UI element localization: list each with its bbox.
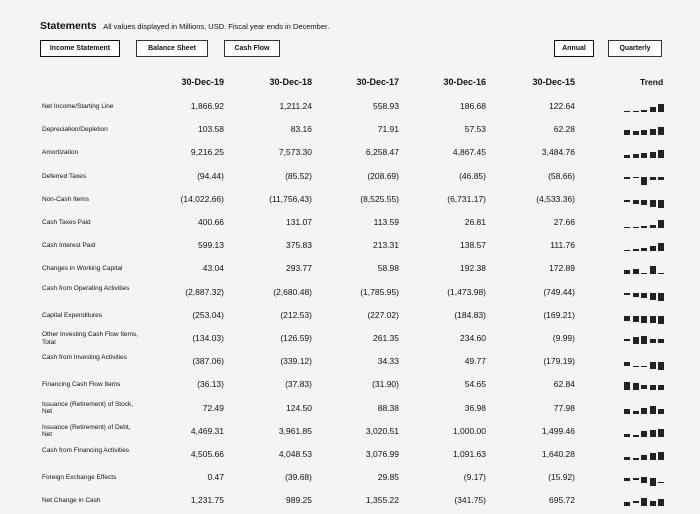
trend-bar [624, 362, 630, 366]
trend-bar [650, 266, 656, 274]
tab-balance-sheet[interactable] [136, 40, 208, 57]
table-row [0, 422, 700, 444]
trend-bar [624, 478, 630, 481]
page-title [40, 20, 329, 32]
trend-bar [624, 250, 630, 252]
cell-value: 36.98 [464, 402, 486, 413]
trend-bar [658, 273, 664, 275]
trend-bar [641, 477, 647, 483]
trend-bar [633, 269, 639, 274]
quarterly-button[interactable] [608, 40, 662, 57]
row-label: Cash Interest Paid [42, 242, 96, 250]
row-label: Cash Taxes Paid [42, 219, 91, 226]
table-row [0, 375, 700, 397]
cell-value: 7,573.30 [278, 147, 312, 158]
column-header-2015: 30-Dec-15 [532, 77, 575, 87]
cell-value: 400.66 [198, 217, 224, 227]
cell-value: (179.19) [543, 356, 575, 367]
cell-value: (9.17) [463, 472, 486, 483]
column-header-2016: 30-Dec-16 [443, 77, 486, 87]
row-label: Net Change in Cash [42, 497, 101, 505]
cell-value: 599.13 [198, 240, 224, 251]
trend-bar [633, 366, 639, 368]
cell-value: 172.89 [549, 263, 575, 274]
trend-bar [641, 293, 647, 298]
cell-value: 4,048.53 [278, 449, 312, 459]
trend-bar [650, 453, 656, 460]
cell-value: 4,469.31 [190, 425, 224, 436]
row-label: Other Investing Cash Flow Items, Total [42, 331, 139, 346]
cell-value: (1,785.95) [360, 286, 399, 297]
cell-value: 1,640.28 [541, 449, 575, 459]
trend-bar [633, 316, 639, 322]
trend-bar [624, 130, 630, 135]
trend-bar [624, 270, 630, 275]
cell-value: 1,211.24 [279, 101, 312, 111]
cell-value: 3,076.99 [365, 449, 399, 459]
trend-bar [658, 220, 664, 228]
cell-value: 54.65 [464, 379, 486, 390]
trend-bar [658, 362, 664, 370]
trend-bar [641, 366, 647, 368]
trend-bar [633, 383, 639, 390]
trend-sparkline [624, 334, 668, 344]
annual-label: Annual [562, 45, 586, 52]
trend-bar [658, 150, 664, 158]
tab-label: Balance Sheet [148, 45, 196, 52]
cell-value: (169.21) [543, 309, 575, 320]
trend-bar [624, 434, 630, 437]
trend-bar [633, 249, 639, 251]
cell-value: 1,355.22 [365, 495, 399, 506]
row-label: Net Income/Starting Line [42, 103, 114, 110]
trend-sparkline [624, 450, 668, 460]
trend-bar [658, 385, 664, 390]
trend-sparkline [624, 148, 668, 158]
cell-value: 103.58 [198, 124, 224, 135]
trend-bar [658, 177, 664, 181]
column-header-2018: 30-Dec-18 [269, 77, 312, 87]
cell-value: (227.02) [367, 309, 399, 320]
cell-value: 375.83 [286, 240, 312, 251]
cell-value: 83.16 [290, 124, 312, 135]
table-row [0, 306, 700, 328]
trend-bar [633, 111, 639, 113]
cell-value: 122.64 [549, 101, 575, 111]
cell-value: (212.53) [280, 309, 312, 320]
cell-value: 293.77 [286, 263, 312, 274]
cell-value: (37.83) [285, 379, 312, 390]
trend-bar [658, 243, 664, 251]
row-label: Issuance (Retirement) of Debt, Net [42, 423, 131, 439]
cell-value: 111.76 [550, 240, 575, 251]
column-header-2019: 30-Dec-19 [181, 77, 224, 87]
table-row [0, 283, 700, 305]
tab-label: Cash Flow [234, 45, 270, 52]
table-row [0, 445, 700, 467]
quarterly-label: Quarterly [619, 45, 651, 52]
trend-bar [624, 382, 630, 390]
trend-bar [650, 293, 656, 300]
cell-value: (341.75) [454, 495, 486, 506]
trend-bar [658, 482, 664, 484]
trend-bar [658, 293, 664, 301]
trend-bar [641, 455, 647, 460]
trend-sparkline [624, 264, 668, 274]
trend-bar [650, 501, 656, 507]
cell-value: 9,216.25 [190, 147, 224, 158]
trend-sparkline [624, 172, 668, 182]
trend-bar [633, 337, 639, 344]
cell-value: (134.03) [192, 333, 224, 343]
trend-bar [633, 411, 639, 413]
trend-bar [633, 478, 639, 480]
trend-bar [641, 385, 647, 389]
cell-value: 1,091.63 [452, 449, 486, 459]
cell-value: (126.59) [280, 333, 312, 343]
trend-sparkline [624, 473, 668, 483]
trend-sparkline [624, 241, 668, 251]
trend-bar [641, 177, 647, 185]
trend-sparkline [624, 380, 668, 390]
cell-value: 1,000.00 [452, 425, 486, 436]
trend-bar [650, 478, 656, 486]
cell-value: (39.68) [285, 472, 312, 483]
cell-value: (94.44) [197, 170, 224, 181]
cell-value: 58.98 [377, 263, 399, 274]
cell-value: 49.77 [464, 356, 486, 367]
trend-bar [633, 177, 639, 179]
cell-value: 1,499.46 [541, 425, 575, 436]
cell-value: 27.66 [553, 217, 575, 227]
cell-value: (339.12) [280, 356, 312, 367]
trend-bar [650, 406, 656, 414]
cell-value: 26.81 [464, 217, 486, 227]
cell-value: 62.28 [553, 124, 575, 135]
row-label: Financing Cash Flow Items [42, 381, 121, 389]
trend-bar [650, 246, 656, 251]
cell-value: (15.92) [548, 472, 575, 483]
row-label: Cash from Operating Activities [42, 284, 130, 292]
tab-cash-flow[interactable] [224, 40, 280, 57]
table-row [0, 236, 700, 258]
cell-value: 4,505.66 [190, 449, 224, 459]
cell-value: 0.47 [207, 472, 224, 483]
table-row [0, 120, 700, 142]
table-row [0, 491, 700, 513]
cell-value: 261.35 [373, 333, 399, 343]
cell-value: (184.83) [454, 309, 486, 320]
table-row [0, 329, 700, 351]
cell-value: 558.93 [373, 101, 399, 111]
trend-sparkline [624, 102, 668, 112]
cell-value: 34.33 [377, 356, 399, 367]
trend-bar [624, 293, 630, 295]
trend-bar [624, 155, 630, 158]
trend-bar [633, 293, 639, 297]
cell-value: 71.91 [377, 124, 399, 135]
trend-bar [658, 316, 664, 324]
trend-bar [650, 177, 656, 180]
row-label: Issuance (Retirement) of Stock, Net [42, 400, 134, 416]
cell-value: 3,020.51 [365, 425, 399, 436]
cell-value: 72.49 [202, 402, 224, 413]
trend-bar [641, 200, 647, 205]
cell-value: 186.68 [460, 101, 486, 111]
trend-bar [624, 111, 630, 113]
table-row [0, 259, 700, 281]
trend-sparkline [624, 311, 668, 321]
row-label: Foreign Exchange Effects [42, 474, 117, 482]
row-label: Capital Expenditures [42, 311, 102, 319]
trend-bar [650, 152, 656, 159]
trend-bar [658, 127, 664, 135]
cell-value: (11,756.43) [269, 193, 312, 204]
trend-sparkline [624, 357, 668, 367]
tab-income-statement[interactable] [40, 40, 120, 57]
cell-value: 4,867.45 [452, 147, 486, 158]
statements-subtitle: All values displayed in Millions, USD. Fiscal year ends in December. [103, 22, 330, 31]
cell-value: 131.07 [286, 217, 312, 227]
trend-bar [641, 130, 647, 136]
cell-value: (387.06) [192, 356, 224, 367]
trend-bar [641, 248, 647, 251]
trend-bar [650, 339, 656, 343]
trend-bar [650, 316, 656, 323]
cell-value: 695.72 [549, 495, 575, 506]
trend-bar [650, 362, 656, 369]
cell-value: (208.69) [367, 170, 399, 181]
trend-bar [658, 339, 664, 343]
trend-sparkline [624, 496, 668, 506]
cell-value: 138.57 [460, 240, 486, 251]
trend-bar [658, 499, 664, 506]
trend-bar [641, 498, 647, 506]
trend-bar [658, 409, 664, 414]
cell-value: (2,887.32) [185, 286, 224, 297]
cell-value: 29.85 [377, 472, 399, 483]
table-row [0, 143, 700, 165]
statements-title: Statements [40, 20, 97, 32]
trend-bar [633, 154, 639, 158]
trend-bar [641, 226, 647, 228]
trend-bar [650, 107, 656, 112]
trend-bar [650, 200, 656, 207]
cell-value: 57.53 [464, 124, 486, 135]
cell-value: (4,533.36) [536, 193, 575, 204]
trend-bar [658, 104, 664, 112]
table-row [0, 399, 700, 421]
trend-sparkline [624, 218, 668, 228]
trend-bar [633, 227, 639, 229]
table-row [0, 468, 700, 490]
cell-value: 3,484.76 [541, 147, 575, 158]
cell-value: 213.31 [373, 240, 399, 251]
table-row [0, 213, 700, 235]
cell-value: 6,258.47 [365, 147, 399, 158]
trend-bar [641, 316, 647, 323]
trend-bar [624, 409, 630, 414]
cell-value: 113.59 [373, 217, 399, 227]
cell-value: (8,525.55) [360, 193, 399, 204]
row-label: Changes in Working Capital [42, 265, 123, 273]
trend-bar [641, 273, 647, 275]
trend-bar [658, 452, 664, 460]
trend-bar [633, 435, 639, 437]
trend-bar [633, 200, 639, 204]
table-row [0, 190, 700, 212]
row-label: Amortization [42, 149, 79, 157]
trend-sparkline [624, 195, 668, 205]
cell-value: (14,022.66) [180, 193, 224, 204]
trend-bar [641, 336, 647, 344]
trend-sparkline [624, 404, 668, 414]
cell-value: (253.04) [192, 309, 224, 320]
trend-bar [624, 227, 630, 229]
cell-value: (6,731.17) [447, 193, 486, 204]
trend-bar [650, 385, 656, 390]
trend-header: Trend [640, 77, 664, 87]
cell-value: 43.04 [202, 263, 224, 274]
cell-value: 77.98 [553, 402, 575, 413]
trend-bar [633, 501, 639, 503]
cell-value: 3,961.85 [278, 425, 312, 436]
cell-value: 1,231.75 [190, 495, 224, 506]
cell-value: (2,680.48) [273, 286, 312, 297]
row-label: Cash from Financing Activities [42, 447, 130, 454]
trend-bar [624, 200, 630, 203]
trend-bar [641, 431, 647, 436]
trend-sparkline [624, 288, 668, 298]
table-row [0, 97, 700, 119]
trend-bar [633, 458, 639, 460]
table-row [0, 167, 700, 189]
cell-value: (749.44) [543, 286, 575, 297]
cell-value: 234.60 [460, 333, 486, 343]
trend-bar [641, 110, 647, 112]
trend-bar [624, 339, 630, 341]
trend-bar [658, 429, 664, 437]
cell-value: (85.52) [285, 170, 312, 181]
trend-bar [650, 225, 656, 228]
table-row [0, 352, 700, 374]
cell-value: 124.50 [286, 402, 312, 413]
tab-label: Income Statement [49, 45, 111, 52]
row-label: Cash from Investing Activities [42, 354, 127, 362]
cell-value: 989.25 [286, 495, 312, 506]
trend-bar [624, 177, 630, 179]
cell-value: 192.38 [460, 263, 486, 274]
cell-value: 88.38 [377, 402, 399, 413]
trend-sparkline [624, 427, 668, 437]
trend-bar [624, 457, 630, 460]
trend-bar [624, 316, 630, 321]
trend-bar [650, 129, 656, 135]
column-header-2017: 30-Dec-17 [356, 77, 399, 87]
cell-value: (46.85) [459, 170, 486, 181]
row-label: Depreciation/Depletion [42, 126, 108, 134]
trend-bar [658, 200, 664, 208]
cell-value: 62.84 [553, 379, 575, 390]
trend-sparkline [624, 125, 668, 135]
annual-button[interactable] [554, 40, 594, 57]
trend-bar [650, 430, 656, 437]
trend-bar [633, 131, 639, 135]
cell-value: (9.99) [552, 333, 575, 343]
cell-value: (36.13) [197, 379, 224, 390]
cell-value: (58.66) [548, 170, 575, 181]
row-label: Deferred Taxes [42, 172, 86, 180]
cell-value: (31.90) [372, 379, 399, 390]
cell-value: (1,473.98) [447, 286, 486, 297]
cell-value: 1,866.92 [190, 101, 224, 111]
row-label: Non-Cash Items [42, 195, 89, 203]
trend-bar [624, 502, 630, 506]
trend-bar [641, 408, 647, 414]
trend-bar [641, 153, 647, 158]
